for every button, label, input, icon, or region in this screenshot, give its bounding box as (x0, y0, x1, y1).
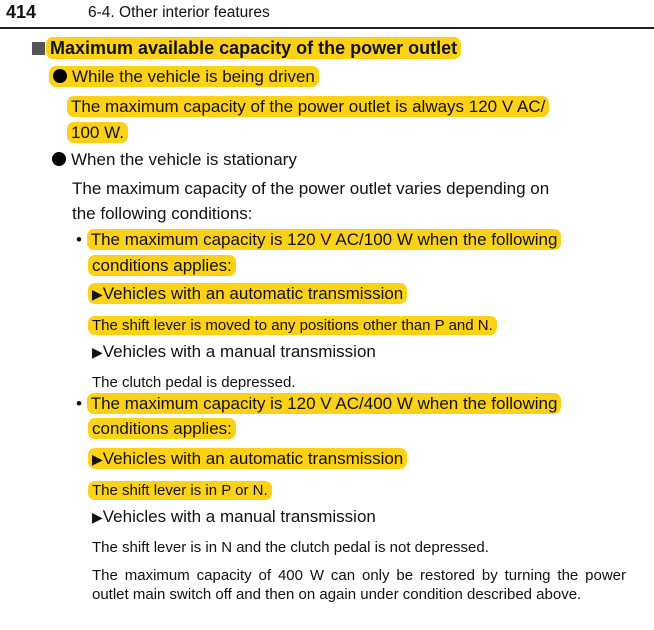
automatic-condition-text: The shift lever is in P or N. (88, 482, 272, 499)
manual-condition-text: The shift lever is in N and the clutch pedal is not depressed. (92, 539, 489, 556)
circle-bullet-icon (53, 69, 67, 83)
manual-transmission-label: ▶Vehicles with a manual transmission (92, 342, 376, 361)
triangle-right-icon: ▶ (92, 451, 103, 467)
automatic-transmission-label: ▶Vehicles with an automatic transmission (88, 449, 407, 469)
heading-power-outlet-capacity: Maximum available capacity of the power outlet (46, 38, 461, 59)
square-bullet-icon (32, 42, 45, 55)
stationary-text-line-2: the following conditions: (72, 204, 253, 223)
page-number: 414 (6, 2, 37, 22)
circle-bullet-icon (52, 152, 66, 166)
condition-100w-line-2: conditions applies: (88, 256, 236, 276)
restore-capacity-note: The maximum capacity of 400 W can only be restored by turning the power outlet main switch off and then on again under condition described above. (92, 567, 626, 603)
manual-condition-text: The clutch pedal is depressed. (92, 374, 296, 391)
driven-text-line-2: 100 W. (67, 123, 128, 143)
condition-400w-line-1: • The maximum capacity is 120 V AC/400 W when the following (76, 394, 561, 414)
header-divider (0, 27, 654, 29)
manual-transmission-label: ▶Vehicles with a manual transmission (92, 507, 376, 526)
subheading-driven: While the vehicle is being driven (49, 67, 319, 87)
condition-400w-line-2: conditions applies: (88, 419, 236, 439)
triangle-right-icon: ▶ (92, 509, 103, 525)
driven-text-line-1: The maximum capacity of the power outlet is always 120 V AC/ (67, 97, 549, 117)
section-title: 6-4. Other interior features (88, 4, 270, 21)
automatic-transmission-label: ▶Vehicles with an automatic transmission (88, 284, 407, 304)
condition-100w-line-1: • The maximum capacity is 120 V AC/100 W when the following (76, 230, 561, 250)
triangle-right-icon: ▶ (92, 286, 103, 302)
bullet-dot-icon: • (76, 230, 82, 249)
subheading-stationary: When the vehicle is stationary (52, 150, 297, 170)
page-header (0, 0, 654, 28)
triangle-right-icon: ▶ (92, 344, 103, 360)
automatic-condition-text: The shift lever is moved to any positions other than P and N. (88, 317, 497, 334)
stationary-text-line-1: The maximum capacity of the power outlet varies depending on (72, 179, 550, 198)
bullet-dot-icon: • (76, 394, 82, 413)
